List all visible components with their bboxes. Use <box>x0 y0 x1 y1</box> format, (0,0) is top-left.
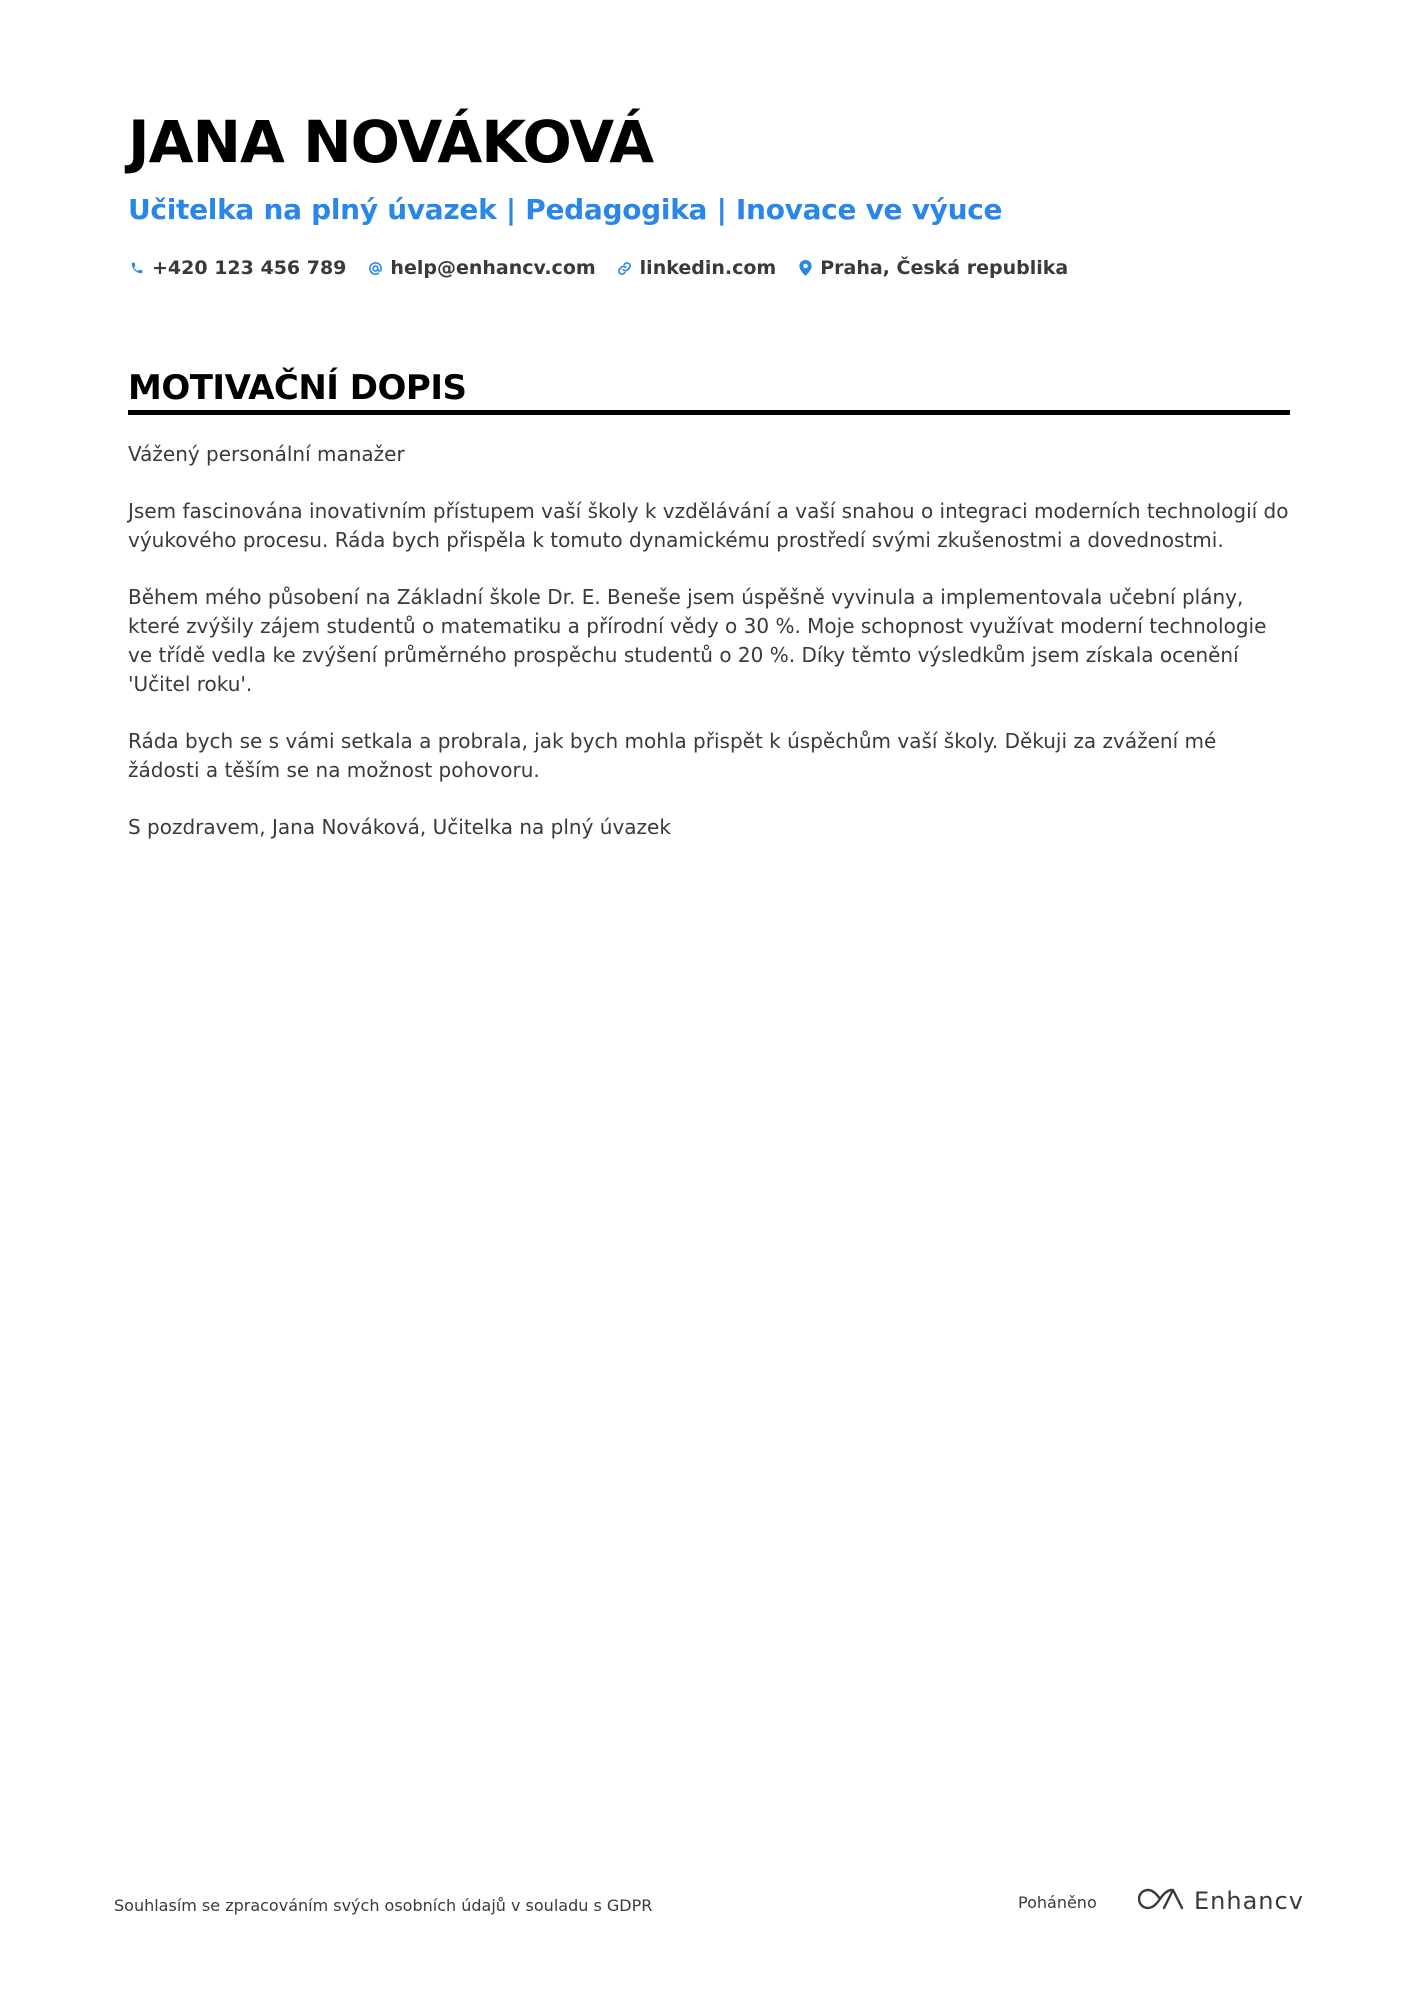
enhancv-brand-text: Enhancv <box>1194 1887 1304 1915</box>
gdpr-consent: Souhlasím se zpracováním svých osobních údajů v souladu s GDPR <box>114 1896 653 1915</box>
letter-body <box>128 440 1290 870</box>
letter-paragraph: Ráda bych se s vámi setkala a probrala, jak bych mohla přispět k úspěchům vaší školy. Děkuji za zvážení mé žádosti a těším se na možnost pohovoru. <box>128 729 1217 782</box>
contact-phone[interactable] <box>128 257 346 279</box>
contact-linkedin[interactable] <box>616 257 777 279</box>
link-icon <box>616 258 634 278</box>
candidate-headline: Učitelka na plný úvazek | Pedagogika | Inovace ve výuce <box>128 193 1003 226</box>
at-icon <box>366 258 384 278</box>
powered-by-label: Poháněno <box>1018 1893 1097 1912</box>
contact-bar <box>128 255 1088 281</box>
location-pin-icon <box>796 258 814 278</box>
phone-icon <box>128 258 146 278</box>
letter-closing: S pozdravem, Jana Nováková, Učitelka na plný úvazek <box>128 815 671 839</box>
candidate-name: JANA NOVÁKOVÁ <box>128 108 654 176</box>
enhancv-logo-icon <box>1138 1886 1184 1916</box>
letter-paragraph: Během mého působení na Základní škole Dr. E. Beneše jsem úspěšně vyvinula a implementovala učební plány, které zvýšily zájem studentů o matematiku a přírodní vědy o 30 %. Moje schopnost využívat moderní technologie ve třídě vedla ke zvýšení průměrného prospěchu studentů o 20 %. Díky těmto výsledkům jsem získala ocenění 'Učitel roku'. <box>128 585 1267 696</box>
contact-email-text: help@enhancv.com <box>390 257 596 279</box>
contact-phone-text: +420 123 456 789 <box>152 257 347 279</box>
contact-location <box>796 257 1068 279</box>
enhancv-logo[interactable] <box>1138 1886 1304 1916</box>
contact-email[interactable] <box>366 257 595 279</box>
letter-greeting: Vážený personální manažer <box>128 442 405 466</box>
letter-paragraph: Jsem fascinována inovativním přístupem vaší školy k vzdělávání a vaší snahou o integraci moderních technologií do výukového procesu. Ráda bych přispěla k tomuto dynamickému prostředí svými zkušenostmi a dovednostmi. <box>128 499 1289 552</box>
section-divider <box>128 410 1290 415</box>
contact-location-text: Praha, Česká republika <box>820 257 1069 279</box>
section-title: MOTIVAČNÍ DOPIS <box>128 368 467 408</box>
contact-linkedin-text: linkedin.com <box>639 257 777 279</box>
